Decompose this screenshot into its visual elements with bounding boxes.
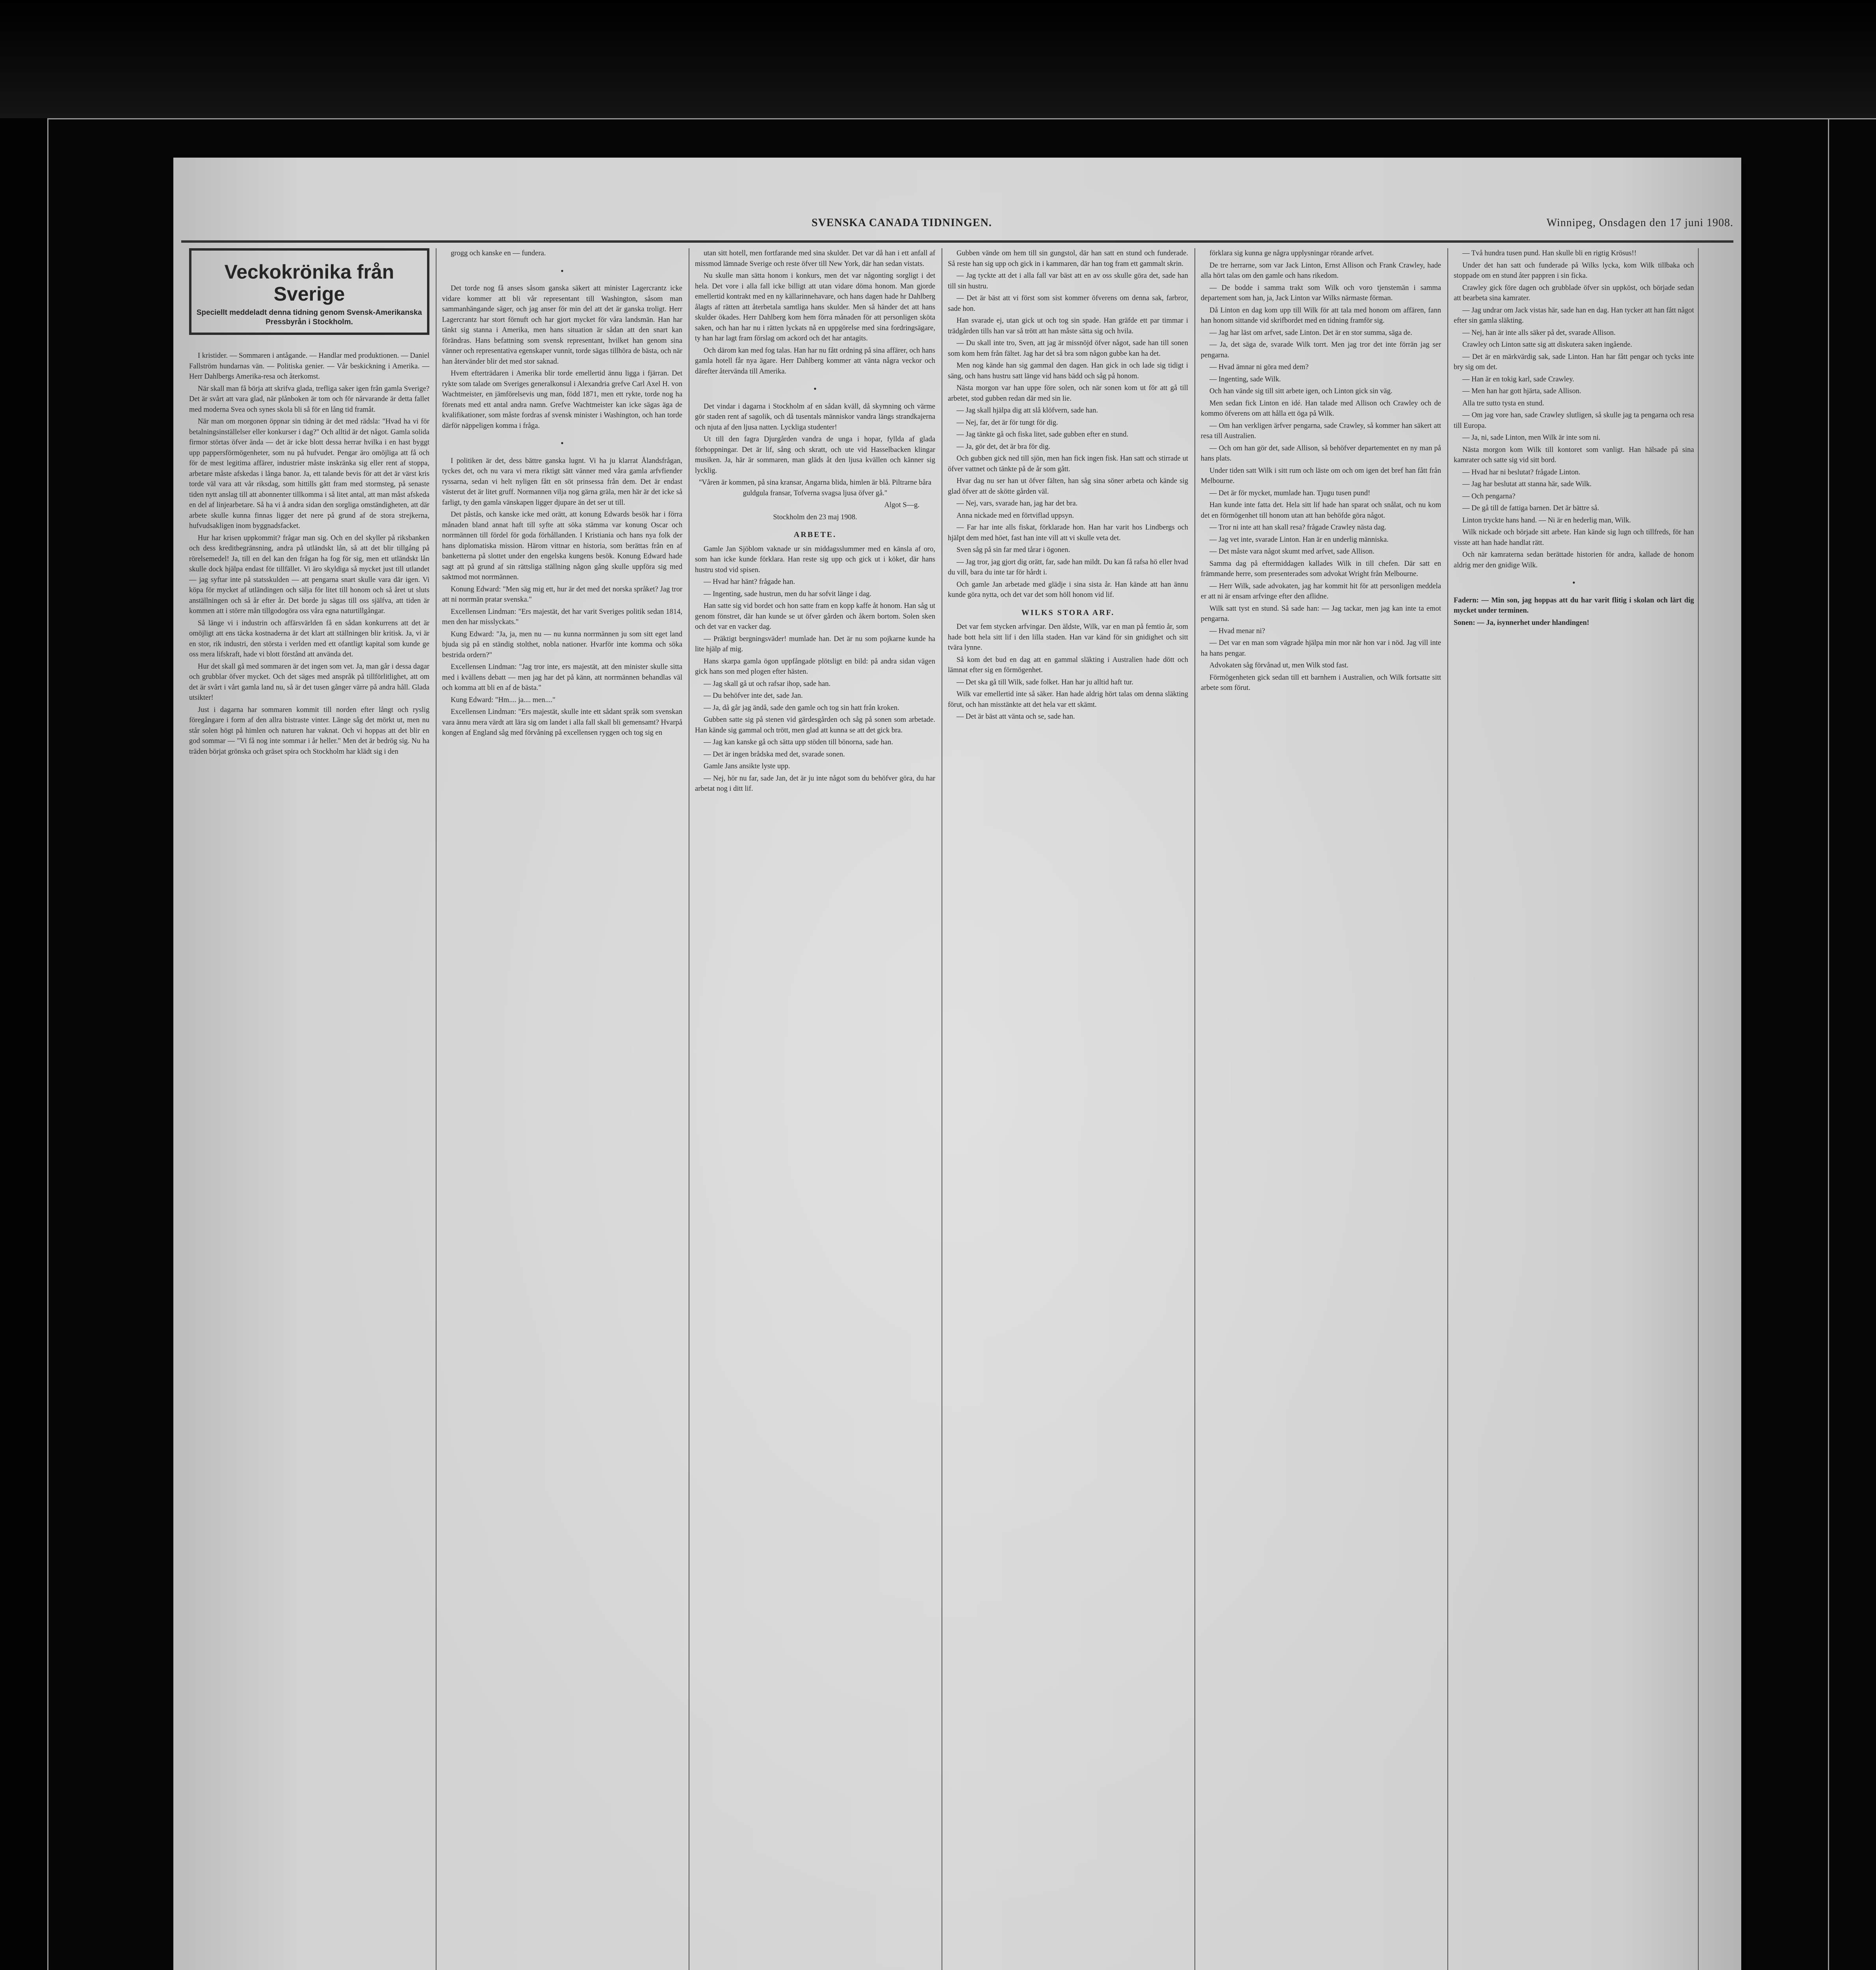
article-paragraph: Gamle Jan Sjöblom vaknade ur sin middagsslummer med en känsla af oro, som han icke kunde förklara. Han reste sig upp och gick ut i köket, där hans hustru stod vid spisen. [695, 545, 935, 574]
article-heading-wilks-stora-arf: WILKS STORA ARF. [1021, 608, 1115, 617]
article-paragraph: Och gamle Jan arbetade med glädje i sina sista år. Han kände att han ännu kunde göra nytta, och det var det som höll honom vid lif. [948, 580, 1188, 599]
article-paragraph: — Han är en tokig karl, sade Crawley. [1462, 375, 1574, 383]
article-paragraph: — Jag har läst om arfvet, sade Linton. Det är en stor summa, säga de. [1209, 329, 1412, 337]
article-paragraph: — Far har inte alls fiskat, förklarade hon. Han har varit hos Lindbergs och hjälpt dem med höet, fast han inte vill att vi skulle veta det. [948, 524, 1188, 542]
article-paragraph: Hur har krisen uppkommit? frågar man sig. Och en del skyller på riksbanken och dess kreditbegränsning, andra på utländskt lån, så att det blir tillgång på rörelsemedel! Ja, till en del kan den frågan ha fog för sig, men ett utländskt lån skulle dock hjälpa endast för tillfället. Vi äro skyldiga så mycket just till utlandet — jag syftar inte på statsskulden — att pengarna snart skulle vara där igen. Vi köpa för mycket af utländingen och sälja för litet till honom och så året ut sluts anställningen och så år efter år. Det borde ju sägas till oss själfva, att tiden är kommen att i större mån tillgodogöra oss våra egna naturtillgångar. [189, 534, 429, 615]
article-paragraph: Förmögenheten gick sedan till ett barnhem i Australien, och Wilk fortsatte sitt arbete som förut. [1201, 673, 1441, 692]
column-rule [1698, 248, 1699, 1970]
article-paragraph: — Två hundra tusen pund. Han skulle bli en rigtig Krösus!! [1462, 249, 1637, 257]
article-paragraph: — Om han verkligen ärfver pengarna, sade Crawley, så kommer han säkert att resa till Australien. [1201, 422, 1441, 440]
article-paragraph: Sven såg på sin far med tårar i ögonen. [957, 546, 1070, 554]
article-paragraph: — Hvad ämnar ni göra med dem? [1209, 363, 1309, 371]
article-paragraph: Hur det skall gå med sommaren är det ingen som vet. Ja, man går i dessa dagar och grubblar öfver mycket. Och det säges med anspråk på tillförlitlighet, att om det är svårt i vårt gamla land nu, så är det tusen gånger värre på andra håll. Glada utsikter! [189, 662, 429, 702]
article-paragraph: — Hvad har ni beslutat? frågade Linton. [1462, 468, 1581, 476]
article-paragraph: — Jag skall hjälpa dig att slå klöfvern, sade han. [957, 407, 1098, 414]
article-paragraph: Nästa morgon var han uppe före solen, och när sonen kom ut för att gå till arbetet, stod gubben redan där med sin lie. [948, 384, 1188, 403]
article-paragraph: Excellensen Lindman: "Ers majestät, det har varit Sveriges politik sedan 1814, men den har misslyckats." [442, 608, 682, 626]
article-paragraph: När skall man få börja att skrifva glada, trefliga saker igen från gamla Sverige? Det är svårt att vara glad, när plånboken är tom och för närvarande är detta fallet med moderna Svea och synes skola bli så för en lång tid framåt. [189, 385, 429, 414]
article-paragraph: — Herr Wilk, sade advokaten, jag har kommit hit för att personligen meddela er att ni är ensam arfvinge efter den aflidne. [1201, 582, 1441, 600]
frame-border-right [1828, 118, 1829, 1970]
column-3 [695, 248, 935, 1970]
article-paragraph: — Jag tyckte att det i alla fall var bäst att en av oss skulle göra det, sade han till sin hustru. [948, 272, 1188, 290]
dateline: Stockholm den 23 maj 1908. [773, 513, 857, 521]
article-paragraph: Nästa morgon kom Wilk till kontoret som vanligt. Han hälsade på sina kamrater och satte sig vid sitt bord. [1454, 446, 1694, 464]
section-subtitle: Speciellt meddeladt denna tidning genom Svensk-Amerikanska Pressbyrån i Stockholm. [196, 309, 422, 326]
article-paragraph: Gubben vände om hem till sin gungstol, där han satt en stund och funderade. Så reste han sig upp och gick in i kammaren, där han tog fram ett gammalt skrin. [948, 249, 1188, 268]
article-paragraph: Hans skarpa gamla ögon uppfångade plötsligt en bild: på andra sidan vägen gick hans son med plogen efter hästen. [695, 657, 935, 676]
article-paragraph: — Ja, det säga de, svarade Wilk torrt. Men jag tror det inte förrän jag ser pengarna. [1201, 341, 1441, 359]
article-paragraph: Crawley gick före dagen och grubblade öfver sin uppköst, och började sedan att bearbeta sina kamrater. [1454, 284, 1694, 302]
article-paragraph: — Jag tänkte gå och fiska litet, sade gubben efter en stund. [957, 431, 1129, 439]
article-paragraph: — Jag har beslutat att stanna här, sade Wilk. [1462, 480, 1592, 488]
article-paragraph: — Det ska gå till Wilk, sade folket. Han har ju alltid haft tur. [957, 678, 1133, 686]
article-paragraph: — Det är en märkvärdig sak, sade Linton. Han har fått pengar och tycks inte bry sig om det. [1454, 353, 1694, 371]
column-4 [948, 248, 1188, 1970]
article-paragraph: — Och pengarna? [1462, 492, 1516, 500]
column-rule [1447, 248, 1448, 1970]
masthead-title: SVENSKA CANADA TIDNINGEN. [812, 217, 992, 229]
article-paragraph: — Det är bäst att vi först som sist kommer öfverens om denna sak, farbror, sade hon. [948, 294, 1188, 313]
article-paragraph: Hvar dag nu ser han ut öfver fälten, han såg sina söner arbeta och kände sig glad öfver att de skötte gården väl. [948, 477, 1188, 496]
article-paragraph: — Om jag vore han, sade Crawley slutligen, så skulle jag ta pengarna och resa till Europa. [1454, 411, 1694, 430]
poem-quote: "Våren är kommen, på sina kransar, Angarna blida, himlen är blå. Piltrarne båra guldgula fransar, Tofverna svagsa ljusa öfver gå." [698, 479, 932, 497]
article-paragraph: — Hvad menar ni? [1209, 627, 1265, 635]
article-paragraph: — Hvad har hänt? frågade han. [704, 578, 795, 586]
column-rule [1194, 248, 1195, 1970]
article-paragraph: Och när kamraterna sedan berättade historien för andra, kallade de honom aldrig mer den gnidige Wilk. [1454, 551, 1694, 569]
section-title: Veckokrönika från Sverige [224, 261, 394, 305]
article-paragraph: Och gubben gick ned till sjön, men han fick ingen fisk. Han satt och stirrade ut öfver vattnet och tänkte på de år som gått. [948, 455, 1188, 473]
article-paragraph: — Det är bäst att vänta och se, sade han. [957, 713, 1075, 721]
article-paragraph: Och han vände sig till sitt arbete igen, och Linton gick sin väg. [1209, 387, 1393, 395]
frame-border-left [47, 118, 48, 1970]
article-paragraph: Så länge vi i industrin och affärsvärlden få en sådan konkurrens att det är omöjligt att ens täcka kostnaderna är det klart att ställningen blir kritisk. Ja, vi är en stor, rik industri, den största i verlden med ett ofantligt kapital som kunde ge oss mera lifskraft, hade vi blott förstånd att använda det. [189, 619, 429, 658]
article-paragraph: Samma dag på eftermiddagen kallades Wilk in till chefen. Där satt en främmande herre, som presenterades som advokat Wright från Melbourne. [1201, 559, 1441, 578]
article-paragraph: — Det var en man som vägrade hjälpa min mor när hon var i nöd. Jag vill inte ha hans pengar. [1201, 639, 1441, 658]
article-paragraph: Crawley och Linton satte sig att diskutera saken ingående. [1462, 341, 1633, 349]
column-2 [442, 248, 682, 1970]
article-paragraph: Och därom kan med fog talas. Han har nu fått ordning på sina affärer, och hans gamla hotell får nya ägare. Herr Dahlberg kommer att vänta några veckor och därefter återvända till Amerika. [695, 346, 935, 375]
article-paragraph: Han satte sig vid bordet och hon satte fram en kopp kaffe åt honom. Han såg ut genom fönstret, där han kunde se ut öfver gården och åkern bortom. Solen sken och det var en vacker dag. [695, 602, 935, 631]
article-paragraph: Hvem efterträdaren i Amerika blir torde emellertid ännu ligga i fjärran. Det rykte som talade om Sveriges generalkonsul i Alexandria grefve Carl Axel H. von Wachtmeister, en jämförelsevis ung man, född 1871, men ett rykte, torde nog ha förenats med ett antal andra namn. Grefve Wachtmeister kan icke sägas äga de kvalifikationer, som måste fordras af svensk minister i Washington, och han torde därför näppeligen komma i fråga. [442, 370, 682, 430]
article-paragraph: Under det han satt och funderade på Wilks lycka, kom Wilk tillbaka och stoppade om en stund åter pappren i sin ficka. [1454, 261, 1694, 280]
article-paragraph: I politiken är det, dess bättre ganska lugnt. Vi ha ju klarrat Ålandsfrågan, tyckes det, och nu vara vi mera riktigt sätt vänner med våra gamla arfvfiender ryssarna, sedan vi helt nyligen fått en söt prinsessa från dem. Det är endast västerut det är litet gruff. Normannen vilja nog gärna gräla, men här är det icke så farligt, ty den gamla vänskapen ligger djupare än det ser ut till. [442, 457, 682, 507]
article-paragraph: — Ja, då går jag ändå, sade den gamle och tog sin hatt från kroken. [704, 704, 899, 712]
article-paragraph: Wilk nickade och började sitt arbete. Han kände sig lugn och tillfreds, för han visste att han hade handlat rätt. [1454, 528, 1694, 547]
article-paragraph: Konung Edward: "Men säg mig ett, hur är det med det norska språket? Jag tror att ni norrmän pratar svenska." [442, 585, 682, 604]
joke-father: Fadern: — Min son, jag hoppas att du har varit flitig i skolan och lärt dig mycket under terminen. [1454, 596, 1694, 615]
article-paragraph: Linton tryckte hans hand. — Ni är en hederlig man, Wilk. [1462, 516, 1631, 524]
section-title-box [189, 248, 429, 335]
frame-border-top [47, 118, 1876, 119]
article-paragraph: Gamle Jans ansikte lyste upp. [704, 762, 790, 770]
article-paragraph: — Ingenting, sade hustrun, men du har sofvit länge i dag. [704, 590, 871, 598]
column-6 [1454, 248, 1694, 1970]
article-paragraph: Just i dagarna har sommaren kommit till norden efter långt och ryslig föregångare i form af den allra bistraste vinter. Länge såg det mörkt ut, men nu står solen högt på himlen och naturen har vaknat. Och vi hoppas att det blir en god sommar — "Vi få nog inte sommar i år heller." Men det är bedrög sig. Nu ha träden börjat grönska och gräset spira och Stockholm har klädt sig i den [189, 706, 429, 756]
article-paragraph: I kristider. — Sommaren i antågande. — Handlar med produktionen. — Daniel Fallström hundarnas vän. — Politiska genier. — Vår beskickning i Amerika. — Herr Dahlbergs Amerika-resa och återkomst. [189, 352, 429, 381]
article-paragraph: Det vindar i dagarna i Stockholm af en sådan kväll, då skymning och värme gör staden rent af sagolik, och då tusentals människor vandra längs strandkajerna och njuta af den ljusa natten. Lyckliga studenter! [695, 402, 935, 431]
article-paragraph: De tre herrarne, som var Jack Linton, Ernst Allison och Frank Crawley, hade alla hört talas om den gamle och hans rikedom. [1201, 261, 1441, 280]
article-paragraph: — Nej, hör nu far, sade Jan, det är ju inte något som du behöfver göra, du har arbetat nog i ditt lif. [695, 774, 935, 793]
article-paragraph: Under tiden satt Wilk i sitt rum och läste om och om igen det bref han fått från Melbourne. [1201, 466, 1441, 485]
article-paragraph: — Jag undrar om Jack vistas här, sade han en dag. Han tycker att han fått något efter sin gamla släkting. [1454, 306, 1694, 325]
article-paragraph: Han svarade ej, utan gick ut och tog sin spade. Han gräfde ett par timmar i trädgården tills han var så trött att han måste sätta sig och hvila. [948, 317, 1188, 335]
article-paragraph: Gubben satte sig på stenen vid gärdesgården och såg på sonen som arbetade. Han kände sig gammal och trött, men glad att kunna se att det gick bra. [695, 716, 935, 734]
article-paragraph: Anna nickade med en förtviflad uppsyn. [957, 511, 1074, 520]
joke-son: Sonen: — Ja, isynnerhet under hlandingen! [1454, 619, 1590, 627]
article-paragraph: — Jag tror, jag gjort dig orätt, far, sade han mildt. Du kan få rafsa hö eller hvad du vill, bara du inte tar för hårdt i. [948, 558, 1188, 576]
film-frame-top [0, 0, 1876, 118]
article-paragraph: Så kom det bud en dag att en gammal släkting i Australien hade dött och lämnat efter sig en förmögenhet. [948, 656, 1188, 674]
article-paragraph: — Ingenting, sade Wilk. [1209, 375, 1281, 383]
article-paragraph: Det torde nog få anses såsom ganska säkert att minister Lagercrantz icke vidare kommer att bli vår representant till Washington, såsom man sammanhängande säger, och jag anser för min del att det är ganska troligt. Herr Lagercrantz har stort förnuft och har gjort mycket för våra landsmän. Han har tänkt sig stanna i Amerika, men hans situation är sådan att den snart kan förändras. Hans befattning som svensk representant, hvilket han genom sina vänner och representativa egenskaper vunnit, torde sägas tillhöra de bästa, och när han återvänder blir det med stor saknad. [442, 284, 682, 366]
masthead [181, 213, 1733, 243]
article-paragraph: grogg och kanske en — fundera. [451, 249, 546, 257]
article-paragraph: utan sitt hotell, men fortfarande med sina skulder. Det var då han i ett anfall af missmod lämnade Sverige och reste öfver till New York, där han sedan vistats. [695, 249, 935, 268]
article-paragraph: — Det är ingen brådska med det, svarade sonen. [704, 750, 845, 758]
article-paragraph: Men nog kände han sig gammal den dagen. Han gick in och lade sig tidigt i säng, och hans hustru satt länge vid hans bädd och såg på honom. [948, 362, 1188, 380]
article-paragraph: — Nej, far, det är för tungt för dig. [957, 418, 1058, 427]
newspaper-page [173, 158, 1741, 1970]
separator-mark: • [561, 438, 564, 448]
article-paragraph: — Men han har gott hjärta, sade Allison. [1462, 387, 1581, 395]
article-paragraph: Men sedan fick Linton en idé. Han talade med Allison och Crawley och de kommo öfverens om att hålla ett öga på Wilk. [1201, 399, 1441, 418]
article-paragraph: Wilk var emellertid inte så säker. Han hade aldrig hört talas om denna släkting förut, och han misstänkte att det hela var ett skämt. [948, 690, 1188, 709]
article-paragraph: — Ja, gör det, det är bra för dig. [957, 442, 1050, 451]
article-heading-arbete: ARBETE. [793, 530, 837, 539]
article-paragraph: — Det är för mycket, mumlade han. Tjugu tusen pund! [1209, 489, 1371, 497]
article-paragraph: förklara sig kunna ge några upplysningar rörande arfvet. [1209, 249, 1374, 257]
article-paragraph: Excellensen Lindman: "Jag tror inte, ers majestät, att den minister skulle sitta med i kvällens debatt — men jag har det på känn, att norrmännen behandlas väl och komma att bli en af de bästa." [442, 663, 682, 692]
article-paragraph: — Nej, han är inte alls säker på det, svarade Allison. [1462, 329, 1616, 337]
article-paragraph: Kung Edward: "Hm.... ja.... men...." [451, 696, 555, 704]
article-paragraph: — Nej, vars, svarade han, jag har det bra. [957, 500, 1078, 507]
film-frame-left [0, 118, 47, 1970]
article-paragraph: Ut till den fagra Djurgården vandra de unga i hopar, fyllda af glada förhoppningar. Det är lif, sång och skratt, och ute vid Hasselbacken klingar musiken. Ja, här är sommaren, man gläds åt den ljusa kvällen och känner sig lycklig. [695, 435, 935, 475]
article-paragraph: När man om morgonen öppnar sin tidning är det med rädsla: "Hvad ha vi för betalningsinställelser eller konkurser i dag?" Och alltid är det något. Gamla solida firmor störtas öfver ända — det är icke blott dessa herrar hvilka i en hast byggt upp pappersförmögenheter, som nu på hufvudet. Pengar äro omöjliga att få och för de mest legitima affärer, industrier måste inskränka sig eller rent af stoppa, arbetare måste afskedas i långa banor. Ja, ett talande bevis för att det är värst kris torde väl vara att vår riksdag, som hittills gått fram med stormsteg, på senaste tiden nytt anslag till att abonnenter tillkomma i så litet antal, att man måst afskeda en del af linjearbetare. Så ha vi å andra sidan den sorgliga omständigheten, att där arbete skulle kunna finnas ligger det nere på grund af de stora strejkerna, hufvudsakligen inom byggnadsfacket. [189, 418, 429, 530]
masthead-date: Winnipeg, Onsdagen den 17 juni 1908. [1546, 217, 1733, 229]
separator-mark: • [561, 266, 564, 276]
article-paragraph: Alla tre sutto tysta en stund. [1462, 399, 1544, 407]
article-paragraph: — De bodde i samma trakt som Wilk och voro tjenstemän i samma departement som han, ja, Jack Linton var Wilks närmaste förman. [1201, 284, 1441, 302]
article-paragraph: — De gå till de fattiga barnen. Det är bättre så. [1462, 504, 1599, 512]
article-paragraph: — Tror ni inte att han skall resa? frågade Crawley nästa dag. [1209, 524, 1387, 532]
article-paragraph: — Jag skall gå ut och rafsar ihop, sade han. [704, 680, 831, 688]
separator-mark: • [814, 384, 817, 394]
column-5 [1201, 248, 1441, 1970]
article-paragraph: — Och om han gör det, sade Allison, så behöfver departementet en ny man på hans plats. [1201, 444, 1441, 463]
article-paragraph: — Jag vet inte, svarade Linton. Han är en underlig människa. [1209, 535, 1389, 544]
article-paragraph: Han kunde inte fatta det. Hela sitt lif hade han sparat och snålat, och nu kom det en förmögenhet till honom utan att han behöfde göra något. [1201, 501, 1441, 520]
article-paragraph: — Jag kan kanske gå och sätta upp stöden till bönorna, sade han. [704, 738, 893, 746]
article-paragraph: — Du behöfver inte det, sade Jan. [704, 692, 803, 700]
article-paragraph: Advokaten såg förvånad ut, men Wilk stod fast. [1209, 662, 1348, 669]
article-paragraph: — Ja, ni, sade Linton, men Wilk är inte som ni. [1462, 434, 1601, 442]
author-signature: Algot S—g. [884, 501, 919, 509]
article-paragraph: Kung Edward: "Ja, ja, men nu — nu kunna norrmännen ju som sitt eget land bjuda sig på en ständig stolthet, nobla nationer. Hvarför inte komma och söka bestrida ordern?" [442, 630, 682, 659]
article-paragraph: Nu skulle man sätta honom i konkurs, men det var någonting sorgligt i det hela. Det vore i alla fall icke billigt att utan vidare döma honom. Man gjorde emellertid kontrakt med en ny källarinnehavare, och hans dagen hade hr Dahlberg ålagts af rätten att återbetala samtliga hans skulder. Men så händer det att hans skulder ökades. Herr Dahlberg kom hem förra månaden för att personligen sköta saken, och han har nu i rätten lyckats nå en uppgörelse med sina fordringsägare, ty han har lagt fram förslag om ackord och det har antagits. [695, 272, 935, 342]
article-paragraph: Det påstås, och kanske icke med orätt, att konung Edwards besök har i förra månaden bland annat haft till syfte att söka stämma var konung Oscar och norrmännen till fördel för goda förhållanden. I Kristiania och hans nya folk der hans diplomatiska mission. Härom vittnar en historia, som berättas från en af banketterna på slottet under den engelska kungens besök. Konung Edward hade sagt att på grund af sin rättsliga ställning någon gång skulle uppföra sig med saktmod mot norrmännen. [442, 511, 682, 581]
article-paragraph: Då Linton en dag kom upp till Wilk för att tala med honom om affären, fann han honom sittande vid skrifbordet med en tidning framför sig. [1201, 306, 1441, 325]
article-paragraph: — Du skall inte tro, Sven, att jag är missnöjd öfver något, sade han till sonen som kom hem från fältet. Jag har det så bra som någon gubbe kan ha det. [948, 339, 1188, 358]
article-paragraph: Det var fem stycken arfvingar. Den äldste, Wilk, var en man på femtio år, som hade bott hela sitt lif i den lilla staden. Han var känd för sin gnidighet och sitt tvära lynne. [948, 623, 1188, 652]
separator-mark: • [1572, 578, 1575, 587]
article-paragraph: — Präktigt bergningsväder! mumlade han. Det är nu som pojkarne kunde ha lite hjälp af mig. [695, 635, 935, 653]
article-paragraph: Wilk satt tyst en stund. Så sade han: — Jag tackar, men jag kan inte ta emot pengarna. [1201, 604, 1441, 623]
article-paragraph: — Det måste vara något skumt med arfvet, sade Allison. [1209, 548, 1374, 556]
article-paragraph: Excellensen Lindman: "Ers majestät, skulle inte ett sådant språk som svenskan vara ännu mera värdt att lära sig om landet i alla fall skall bli gemensamt? Hvarpå kongen af England såg med förvåning på excellensen ryggen och tog sig en [442, 708, 682, 737]
column-1 [189, 248, 429, 1970]
